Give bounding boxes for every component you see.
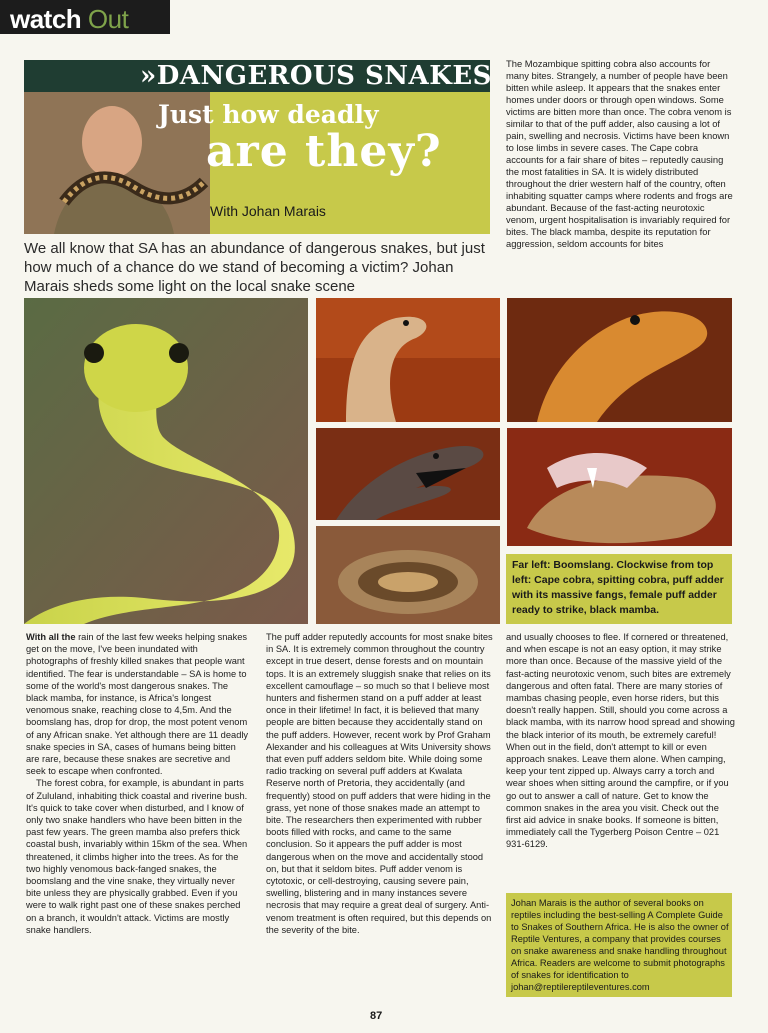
lead-in: With all the [26, 632, 76, 642]
boomslang-photo [24, 298, 308, 624]
female-puff-adder-photo [316, 526, 500, 624]
puff-adder-fangs-photo [507, 428, 732, 546]
standfirst: We all know that SA has an abundance of dangerous snakes, but just how much of a chance do we stand of becoming a victim? Johan Marais sheds some light on the local snake scene [24, 240, 485, 295]
kicker: »DANGEROUS SNAKES [140, 61, 492, 91]
intro-column: The Mozambique spitting cobra also accounts for many bites. Strangely, a number of people have been bitten while asleep. It appears that the snakes enter homes under doors or through open windows. Some victims are bitten more than once. The cobra venom is similar to that of the puff adder, also causing a lot of pain, swelling and necrosis. Victims have been known to lose limbs in severe cases. The Cape cobra accounts for a fair share of bites – reputedly causing the most fatalities in SA. It is widely distributed throughout the drier western half of the country, often inhabiting squatter camps where rodents and frogs are abundant. Because of the fast-acting neurotoxic venom, urgent hospitalisation is invariably required for bites. The black mamba, despite its reputation for aggression, seldom accounts for bites [506, 58, 733, 249]
section-label: watch Out [10, 4, 129, 34]
body-paragraph: The puff adder reputedly accounts for most snake bites in SA. It is extremely common throughout the country except in true desert, dense forests and on mountain tops. It is an extremely sluggish snake that relies on its excellent camouflage – so much so that I believe most hunters and fishermen stand on a puff adder at least once in their lifetime! In fact, it is believed that many people are bitten because they accidentally stand on the puff adders. However, recent work by Prof Graham Alexander and his colleagues at Wits University shows that even puff adders seldom bite. While doing some radio tracking on several puff adders at Kwalata Reserve north of Pretoria, they accidentally (and frequently) stood on puff adders that were hiding in the grass, yet none of those snakes made an attempt to bite. The researchers then experimented with rubber boots filled with rocks, and came to the same conclusion. So it appears the puff adder is most dangerous when on the move and accidentally stood on, but that it seldom bites. Puff adder venom is cytotoxic, or cell-destroying, causing severe pain, swelling, blistering and in many instances severe necrosis that may require a great deal of surgery. Anti-venom treatment is often required, but this depends on the severity of the bite. [266, 632, 493, 935]
body-paragraph: With all the rain of the last few weeks helping snakes get on the move, I've been inundated with photographs of freshly killed snakes that people want identified. The fear is understandable – SA is home to some of the world's most dangerous snakes. The black mamba, for instance, is Africa's longest venomous snake, reaching close to 4,5m. And the boomslang has, drop for drop, the most potent venom of any African snake. Yet although there are 11 deadly snake species in SA, cases of humans being bitten are rare, because these snakes are secretive and seek to escape when confronted. [26, 632, 249, 777]
black-mamba-photo [316, 428, 500, 520]
body-column-3 [506, 631, 736, 851]
headline-line-2: are they? [206, 126, 442, 177]
body-column-1 [26, 631, 250, 936]
headline-line-1: Just how deadly [158, 100, 379, 129]
photo-caption: Far left: Boomslang. Clockwise from top left: Cape cobra, spitting cobra, puff adder with its massive fangs, female puff adder ready to strike, black mamba. [512, 559, 724, 616]
author-bio: Johan Marais is the author of several books on reptiles including the best-selling A Complete Guide to Snakes of Southern Africa. He is also the owner of Reptile Ventures, a company that provides courses on snake awareness and snake handling throughout Africa. Readers are welcome to submit photographs of snakes for identification to johan@reptilereptileventures.com [511, 898, 729, 992]
byline: With Johan Marais [210, 203, 326, 219]
spitting-cobra-photo [316, 298, 500, 422]
page-number: 87 [370, 1010, 383, 1022]
body-paragraph: and usually chooses to flee. If cornered or threatened, and when escape is not an easy option, it may strike more than once. Because of the massive yield of the fast-acting neurotoxic venom, such bites are extremely dangerous and often fatal. There are many stories of mambas chasing people, even horse riders, but this doesn't really happen. Still, should you come across a black mamba, with its narrow hood spread and showing the black interior of its mouth, be extremely careful! When out in the field, don't attempt to kill or even approach snakes. Leave them alone. When camping, keep your tent zipped up. Always carry a torch and wear shoes when sitting around the campfire, or if you go out to answer a call of nature. Get to know the common snakes in the area you visit. Check out the first aid advice in snake books. If someone is bitten, immediately call the Tygerberg Poison Centre – 021 931-6129. [506, 632, 735, 850]
cape-cobra-photo [507, 298, 732, 422]
body-paragraph: The forest cobra, for example, is abundant in parts of Zululand, inhabiting thick coastal and riverine bush. It's quick to take cover when disturbed, and I know of only two snake handlers who have been bitten in the past few years. The green mamba also prefers thick coastal bush, invariably within 15km of the sea. When threatened, it climbs higher into the trees. As for the two highly venomous back-fanged snakes, the boomslang and the vine snake, they virtually never bite unless they are physically grabbed. Even if you were to walk right past one of these snakes perched on a branch, it wouldn't attack. Victims are mostly snake handlers. [26, 778, 248, 935]
body-column-2 [266, 631, 494, 936]
